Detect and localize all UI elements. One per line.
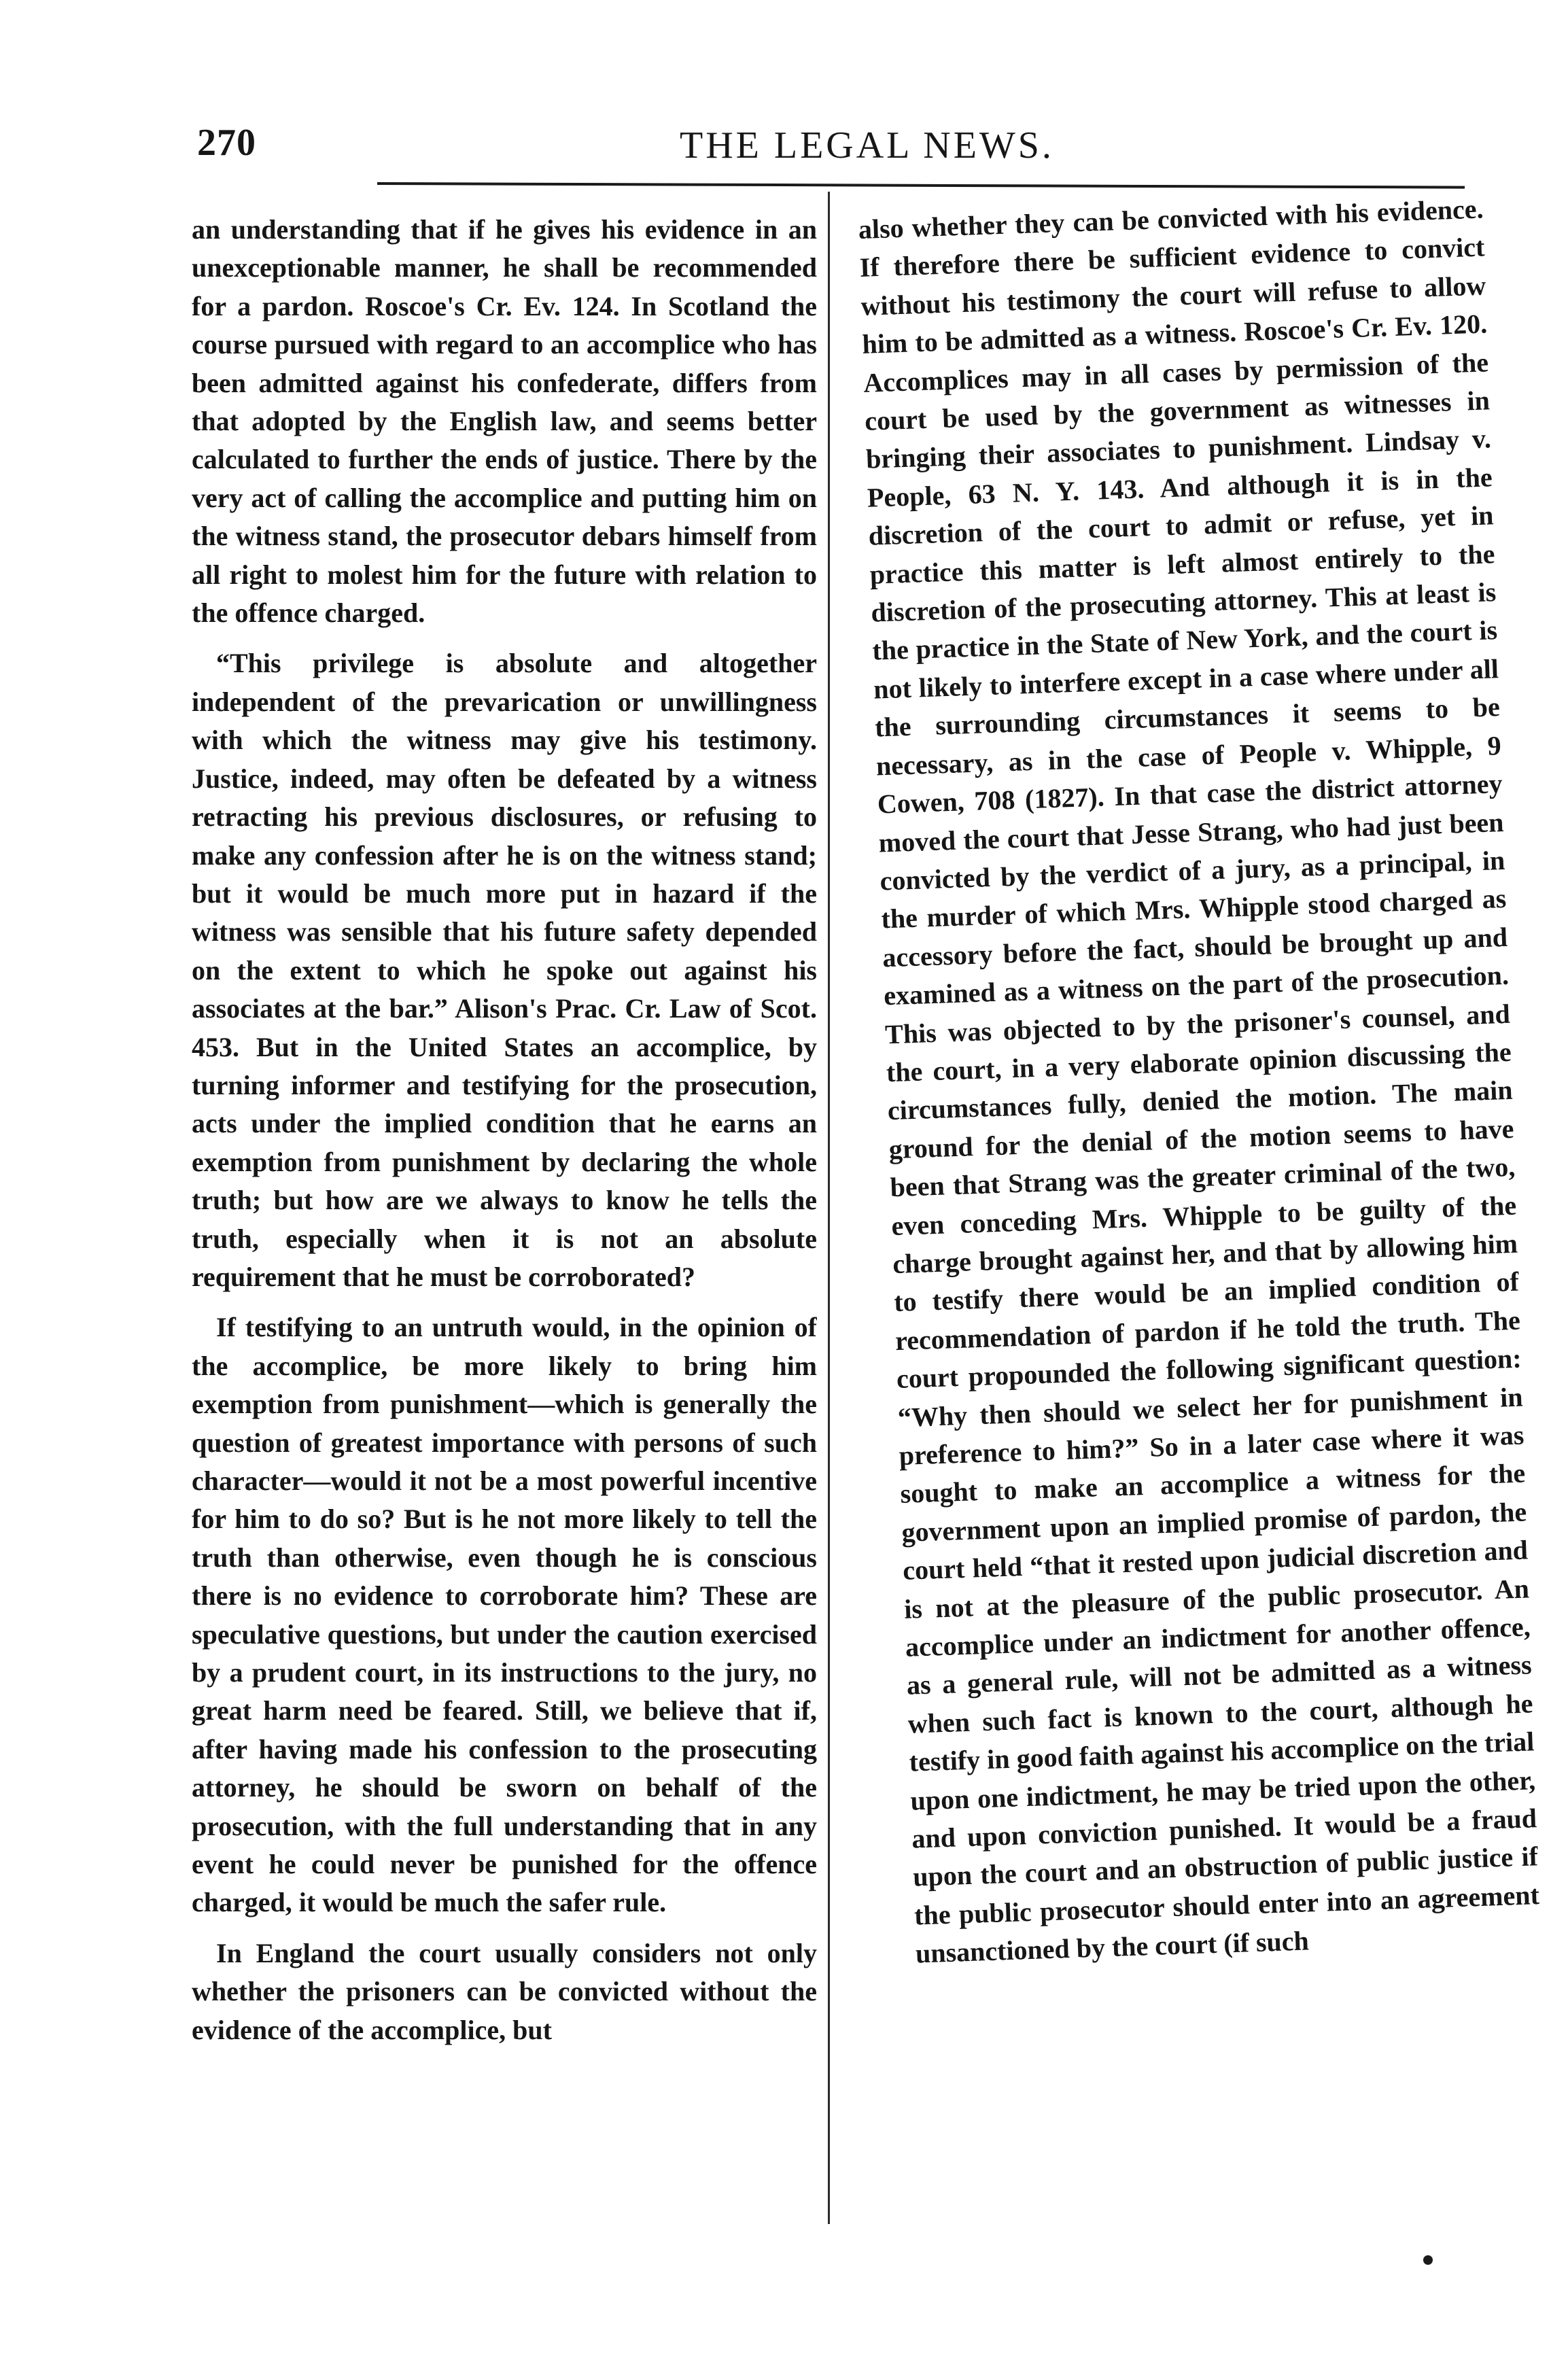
paragraph: an understanding that if he gives his evidence in an unexceptionable manner, he shall be recommended for a pardon. Roscoe's Cr. Ev. 124. In Scotland the course pursued with regard to an accomplice who has been admitted against his confederate, differs from that adopted by the English law, and seems better calculated to further the ends of justice. There by the very act of calling the accomplice and putting him on the witness stand, the prosecutor debars himself from all right to molest him for the future with relation to the offence charged. bbox=[192, 214, 817, 629]
paragraph: If testifying to an untruth would, in the opinion of the accomplice, be more likely to bring him exemption from punishment—which is generally the question of greatest importance with persons of such character—would it not be a most powerful incentive for him to do so? But is he not more likely to tell the truth than otherwise, even though he is conscious there is no evidence to corroborate him? These are speculative questions, but under the caution exercised by a prudent court, in its instructions to the jury, no great harm need be feared. Still, we believe that if, after having made his confession to the prosecuting attorney, he should be sworn on behalf of the prosecution, with the full understanding that in any event he could never be punished for the offence charged, it would be much the safer rule. bbox=[192, 1312, 817, 1918]
page-number: 270 bbox=[197, 122, 256, 164]
paragraph: also whether they can be convicted with his evidence. If therefore there be sufficient evidence to convict without his testimony the court will refuse to allow him to be admitted as a witness. Roscoe's Cr. Ev. 120. Accomplices may in all cases by permission of the court be used by the government as witnesses in bringing their associates to punishment. Lindsay v. People, 63 N. Y. 143. And although it is in the discretion of the court to admit or refuse, yet in practice this matter is left almost entirely to the discretion of the prosecuting attorney. This at least is the practice in the State of New York, and the court is not likely to interfere except in a case where under all the surrounding circumstances it seems to be necessary, as in the case of People v. Whipple, 9 Cowen, 708 (1827). In that case the district attorney moved the court that Jesse Strang, who had just been convicted by the verdict of a jury, as a principal, in the murder of which Mrs. Whipple stood charged as accessory before the fact, should be brought up and examined as a witness on the part of the prosecution. This was objected to by the prisoner's counsel, and the court, in a very elaborate opinion discussing the circumstances fully, denied the motion. The main ground for the denial of the motion seems to have been that Strang was the greater criminal of the two, even conceding Mrs. Whipple to be guilty of the charge brought against her, and that by allowing him to testify there would be an implied condition of recommendation of pardon if he told the truth. The court propounded the following significant question: “Why then should we select her for punishment in preference to him?” So in a later case where it was sought to make an accomplice a witness for the government upon an implied promise of pardon, the court held “that it rested upon judicial discretion and is not at the pleasure of the public prosecutor. An accomplice under an indictment for another offence, as a general rule, will not be admitted as a witness when such fact is known to the court, although he testify in good faith against his accomplice on the trial upon one indictment, he may be tried upon the other, and upon conviction punished. It would be a fraud upon the court and an obstruction of public justice if the public prosecutor should enter into an agreement unsanctioned by the court (if such bbox=[858, 193, 1540, 1969]
ink-dot bbox=[1423, 2255, 1433, 2265]
running-head-title: THE LEGAL NEWS. bbox=[680, 124, 1054, 167]
column-divider bbox=[828, 192, 830, 2224]
left-column bbox=[192, 211, 817, 2216]
paragraph: In England the court usually considers not only whether the prisoners can be convicted without the evidence of the accomplice, but bbox=[192, 1937, 817, 2045]
right-column bbox=[858, 190, 1549, 2215]
paragraph: “This privilege is absolute and altogether independent of the prevarication or unwillingness with which the witness may give his testimony. Justice, indeed, may often be defeated by a witness retracting his previous disclosures, or refusing to make any confession after he is on the witness stand; but it would be much more put in hazard if the witness was sensible that his future safety depended on the extent to which he spoke out against his associates at the bar.” Alison's Prac. Cr. Law of Scot. 453. But in the United States an accomplice, by turning informer and testifying for the prosecution, acts under the implied condition that he earns an exemption from punishment by declaring the whole truth; but how are we always to know he tells the truth, especially when it is not an absolute requirement that he must be corroborated? bbox=[192, 648, 817, 1292]
header-rule bbox=[377, 182, 1465, 189]
page-header bbox=[177, 109, 1488, 177]
